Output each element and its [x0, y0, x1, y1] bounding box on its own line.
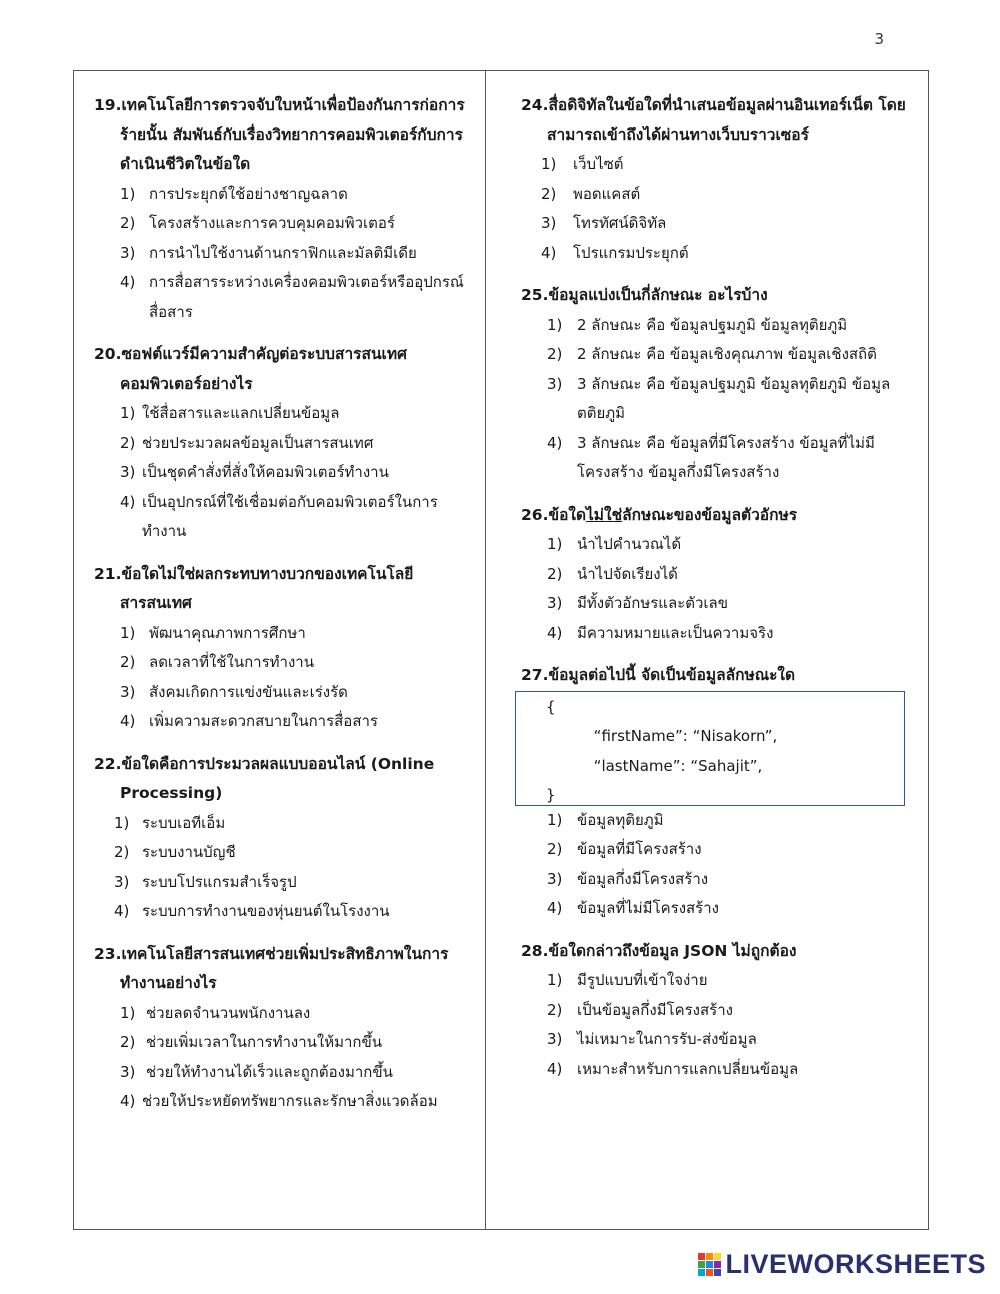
option-24-1[interactable]: 1) เว็บไซต์ [541, 155, 624, 173]
option-20-2[interactable]: 2) ช่วยประมวลผลข้อมูลเป็นสารสนเทศ [120, 433, 374, 452]
option-19-1[interactable]: 1) การประยุกต์ใช้อย่างชาญฉลาด [120, 184, 348, 203]
question-25-text: 25.ข้อมูลแบ่งเป็นกี่ลักษณะ อะไรบ้าง [521, 286, 768, 304]
option-28-4[interactable]: 4) เหมาะสำหรับการแลกเปลี่ยนข้อมูล [547, 1059, 799, 1078]
option-21-1[interactable]: 1) พัฒนาคุณภาพการศึกษา [120, 623, 306, 642]
logo-square [698, 1269, 705, 1276]
option-24-2[interactable]: 2) พอดแคสต์ [541, 184, 641, 203]
logo-square [698, 1261, 705, 1268]
question-28-text: 28.ข้อใดกล่าวถึงข้อมูล JSON ไม่ถูกต้อง [521, 941, 797, 960]
option-20-1[interactable]: 1) ใช้สื่อสารและแลกเปลี่ยนข้อมูล [120, 404, 340, 422]
question-24-text: 24.สื่อดิจิทัลในข้อใดที่นำเสนอข้อมูลผ่านอินเทอร์เน็ต โดยสามารถเข้าถึงได้ผ่านทางเว็บบราวเซอร์ [521, 96, 906, 144]
option-26-3[interactable]: 3) มีทั้งตัวอักษรและตัวเลข [547, 594, 728, 612]
option-28-3[interactable]: 3) ไม่เหมาะในการรับ-ส่งข้อมูล [547, 1030, 757, 1048]
option-27-4[interactable]: 4) ข้อมูลที่ไม่มีโครงสร้าง [547, 899, 719, 917]
option-22-1[interactable]: 1) ระบบเอทีเอ็ม [114, 813, 226, 832]
option-19-4[interactable]: 4) การสื่อสารระหว่างเครื่องคอมพิวเตอร์หรืออุปกรณ์สื่อสาร [120, 273, 464, 321]
option-23-3[interactable]: 3) ช่วยให้ทำงานได้เร็วและถูกต้องมากขึ้น [120, 1062, 393, 1081]
option-23-2[interactable]: 2) ช่วยเพิ่มเวลาในการทำงานให้มากขึ้น [120, 1033, 383, 1051]
question-19 [94, 91, 474, 327]
option-26-4[interactable]: 4) มีความหมายและเป็นความจริง [547, 623, 774, 642]
option-21-4[interactable]: 4) เพิ่มความสะดวกสบายในการสื่อสาร [120, 712, 378, 730]
question-25 [521, 281, 916, 488]
column-divider [485, 71, 486, 1229]
question-21 [94, 560, 474, 737]
worksheet-frame [73, 70, 929, 1230]
question-27-text: 27.ข้อมูลต่อไปนี้ จัดเป็นข้อมูลลักษณะใด [521, 666, 796, 684]
option-22-3[interactable]: 3) ระบบโปรแกรมสำเร็จรูป [114, 872, 297, 891]
logo-square [706, 1261, 713, 1268]
json-line: } [546, 786, 556, 804]
option-20-3[interactable]: 3) เป็นชุดคำสั่งที่สั่งให้คอมพิวเตอร์ทำงาน [120, 463, 389, 481]
question-28 [521, 937, 916, 1085]
option-28-2[interactable]: 2) เป็นข้อมูลกึ่งมีโครงสร้าง [547, 1000, 733, 1019]
option-21-3[interactable]: 3) สังคมเกิดการแข่งขันและเร่งรัด [120, 682, 348, 701]
liveworksheets-logo-icon [698, 1253, 721, 1276]
option-24-3[interactable]: 3) โทรทัศน์ดิจิทัล [541, 214, 667, 232]
logo-square [706, 1253, 713, 1260]
option-27-3[interactable]: 3) ข้อมูลกึ่งมีโครงสร้าง [547, 869, 709, 888]
option-22-4[interactable]: 4) ระบบการทำงานของหุ่นยนต์ในโรงงาน [114, 902, 390, 920]
json-line: “firstName”: “Nisakorn”, [546, 727, 778, 745]
logo-square [714, 1269, 721, 1276]
question-26-text: 26.ข้อใดไม่ใช่ลักษณะของข้อมูลตัวอักษร [521, 505, 798, 524]
option-27-1[interactable]: 1) ข้อมูลทุติยภูมิ [547, 810, 664, 829]
question-22 [94, 750, 474, 927]
option-28-1[interactable]: 1) มีรูปแบบที่เข้าใจง่าย [547, 971, 708, 989]
json-line: { [546, 697, 556, 716]
question-22-text: 22.ข้อใดคือการประมวลผลแบบออนไลน์ (Online Processing) [94, 754, 435, 802]
page-number: 3 [874, 30, 884, 48]
question-27 [521, 661, 916, 924]
option-25-2[interactable]: 2) 2 ลักษณะ คือ ข้อมูลเชิงคุณภาพ ข้อมูลเชิงสถิติ [547, 345, 877, 363]
question-20-text: 20.ซอฟต์แวร์มีความสำคัญต่อระบบสารสนเทศคอมพิวเตอร์อย่างไร [94, 345, 407, 393]
option-19-2[interactable]: 2) โครงสร้างและการควบคุมคอมพิวเตอร์ [120, 214, 395, 232]
underlined-not: ไม่ใช่ [586, 505, 623, 524]
option-21-2[interactable]: 2) ลดเวลาที่ใช้ในการทำงาน [120, 653, 314, 671]
option-23-4[interactable]: 4) ช่วยให้ประหยัดทรัพยากรและรักษาสิ่งแวดล้อม [120, 1092, 438, 1110]
question-23-text: 23.เทคโนโลยีสารสนเทศช่วยเพิ่มประสิทธิภาพในการทำงานอย่างไร [94, 944, 449, 992]
logo-square [698, 1253, 705, 1260]
question-19-text: 19.เทคโนโลยีการตรวจจับใบหน้าเพื่อป้องกันการก่อการร้ายนั้น สัมพันธ์กับเรื่องวิทยาการคอมพิวเตอร์กับการดำเนินชีวิตในข้อใด [94, 96, 465, 173]
question-20 [94, 340, 474, 547]
option-23-1[interactable]: 1) ช่วยลดจำนวนพนักงานลง [120, 1003, 311, 1022]
json-example-box [515, 691, 905, 806]
question-21-text: 21.ข้อใดไม่ใช่ผลกระทบทางบวกของเทคโนโลยีสารสนเทศ [94, 564, 414, 612]
logo-square [714, 1261, 721, 1268]
right-column [521, 91, 916, 1097]
option-25-4[interactable]: 4) 3 ลักษณะ คือ ข้อมูลที่มีโครงสร้าง ข้อมูลที่ไม่มีโครงสร้าง ข้อมูลกึ่งมีโครงสร้าง [547, 433, 875, 481]
option-26-1[interactable]: 1) นำไปคำนวณได้ [547, 535, 682, 553]
logo-square [714, 1253, 721, 1260]
question-26 [521, 501, 916, 649]
liveworksheets-logo-text: LIVEWORKSHEETS [725, 1249, 986, 1279]
liveworksheets-logo[interactable] [698, 1249, 986, 1280]
logo-square [706, 1269, 713, 1276]
question-23 [94, 940, 474, 1117]
left-column [94, 91, 474, 1130]
option-24-4[interactable]: 4) โปรแกรมประยุกต์ [541, 243, 689, 262]
json-line: “lastName”: “Sahajit”, [546, 756, 763, 775]
option-19-3[interactable]: 3) การนำไปใช้งานด้านกราฟิกและมัลติมีเดีย [120, 243, 417, 262]
option-20-4[interactable]: 4) เป็นอุปกรณ์ที่ใช้เชื่อมต่อกับคอมพิวเตอร์ในการทำงาน [120, 492, 438, 540]
option-22-2[interactable]: 2) ระบบงานบัญชี [114, 843, 236, 861]
option-26-2[interactable]: 2) นำไปจัดเรียงได้ [547, 564, 678, 583]
option-25-3[interactable]: 3) 3 ลักษณะ คือ ข้อมูลปฐมภูมิ ข้อมูลทุติยภูมิ ข้อมูลตติยภูมิ [547, 374, 891, 422]
question-24 [521, 91, 916, 268]
option-25-1[interactable]: 1) 2 ลักษณะ คือ ข้อมูลปฐมภูมิ ข้อมูลทุติยภูมิ [547, 315, 848, 334]
option-27-2[interactable]: 2) ข้อมูลที่มีโครงสร้าง [547, 840, 702, 858]
